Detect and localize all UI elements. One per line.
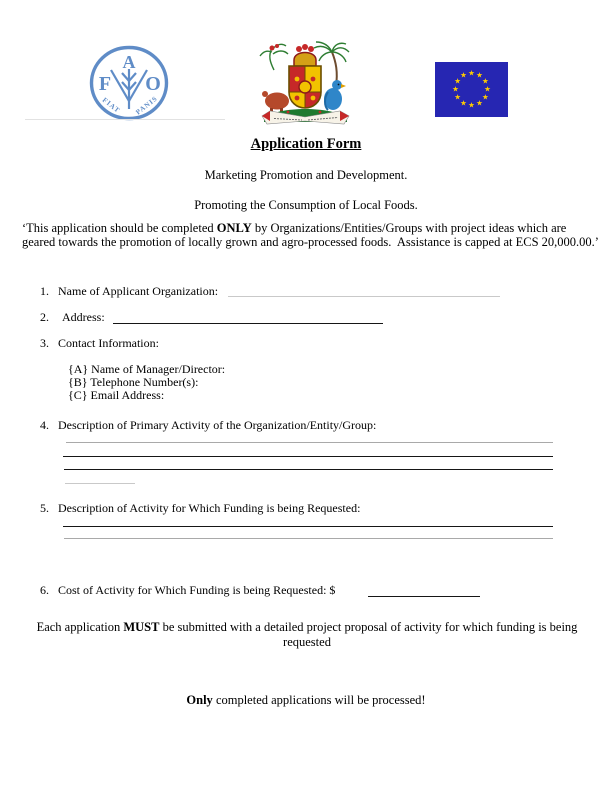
palm-tree-icon (314, 42, 349, 62)
contact-sub-c: {C} Email Address: (68, 388, 165, 402)
shield-icon (289, 66, 321, 108)
svg-text:★: ★ (454, 92, 461, 102)
svg-text:★: ★ (468, 68, 475, 78)
svg-text:★: ★ (484, 84, 491, 94)
primary-activity-line-4[interactable] (65, 483, 135, 484)
proposal-note (21, 620, 593, 649)
fao-letter-f: F (98, 73, 112, 95)
item-1-number: 1. (40, 284, 49, 298)
fao-letter-a: A (122, 52, 136, 72)
svg-text:★: ★ (476, 98, 483, 108)
item-6-label: Cost of Activity for Which Funding is being Requested: $ (58, 583, 336, 597)
item-3-label: Contact Information: (58, 336, 159, 350)
item-5-number: 5. (40, 501, 49, 515)
intro-text-bold: ONLY (216, 221, 252, 235)
fao-motto-fiat: FIAT (100, 96, 122, 115)
item-6-number: 6. (40, 583, 49, 597)
subtitle-marketing: Marketing Promotion and Development. (204, 168, 408, 182)
item-1-label: Name of Applicant Organization: (58, 284, 219, 298)
primary-activity-line-3[interactable] (64, 469, 553, 470)
fao-letter-o: O (145, 73, 161, 95)
item-5-label: Description of Activity for Which Funding is being Requested: (58, 501, 361, 515)
fao-logo-graphic (88, 45, 170, 123)
svg-text:★: ★ (468, 100, 475, 110)
fao-motto-panis: PANIS (134, 94, 160, 117)
intro-text-post: by Organizations/Entities/Groups with project ideas which are geared towards the promotion of locally grown and agro-processed foods. Assistance is capped at ECS 20,000.00.’ (22, 221, 599, 250)
item-4-label: Description of Primary Activity of the Organization/Entity/Group: (58, 418, 377, 432)
processed-note-post: completed applications will be processed! (212, 693, 426, 707)
eu-flag (435, 62, 508, 122)
processed-note (0, 693, 612, 708)
item-4-number: 4. (40, 418, 49, 432)
intro-text-pre: ‘This application should be completed (22, 221, 217, 235)
svg-text:★: ★ (476, 70, 483, 80)
subtitle-promoting: Promoting the Consumption of Local Foods. (194, 198, 418, 212)
item-2-number: 2. (40, 310, 49, 324)
address-field-line[interactable] (113, 323, 383, 324)
svg-text:★: ★ (482, 92, 489, 102)
funding-activity-line-1[interactable] (63, 526, 553, 527)
eu-flag-graphic (435, 62, 508, 117)
contact-sub-b: {B} Telephone Number(s): (68, 375, 199, 389)
armadillo-icon (262, 91, 289, 113)
cost-field-line[interactable] (368, 596, 480, 597)
primary-activity-line-2[interactable] (63, 456, 553, 457)
primary-activity-line-1[interactable] (66, 442, 553, 443)
proposal-note-pre: Each application (36, 620, 124, 634)
funding-activity-line-2[interactable] (64, 538, 553, 539)
organization-name-field-line[interactable] (228, 296, 500, 297)
crown-icon (294, 53, 316, 67)
item-2-label: Address: (62, 310, 105, 324)
dove-icon (324, 80, 346, 110)
svg-text:★: ★ (460, 98, 467, 108)
intro-paragraph (22, 221, 600, 250)
fao-logo (88, 45, 170, 128)
item-3-number: 3. (40, 336, 49, 350)
proposal-note-post: be submitted with a detailed project proposal of activity for which funding is being requested (159, 620, 578, 649)
svg-text:★: ★ (482, 76, 489, 86)
page-title: Application Form (250, 136, 362, 152)
svg-text:★: ★ (452, 84, 459, 94)
processed-note-bold: Only (186, 693, 213, 707)
contact-sub-a: {A} Name of Manager/Director: (68, 362, 226, 376)
proposal-note-bold: MUST (123, 620, 160, 634)
svg-text:★: ★ (460, 70, 467, 80)
grenada-coat-of-arms (258, 40, 353, 133)
coat-of-arms-graphic (258, 40, 353, 128)
scan-artifact-line (25, 119, 225, 120)
svg-text:★: ★ (454, 76, 461, 86)
